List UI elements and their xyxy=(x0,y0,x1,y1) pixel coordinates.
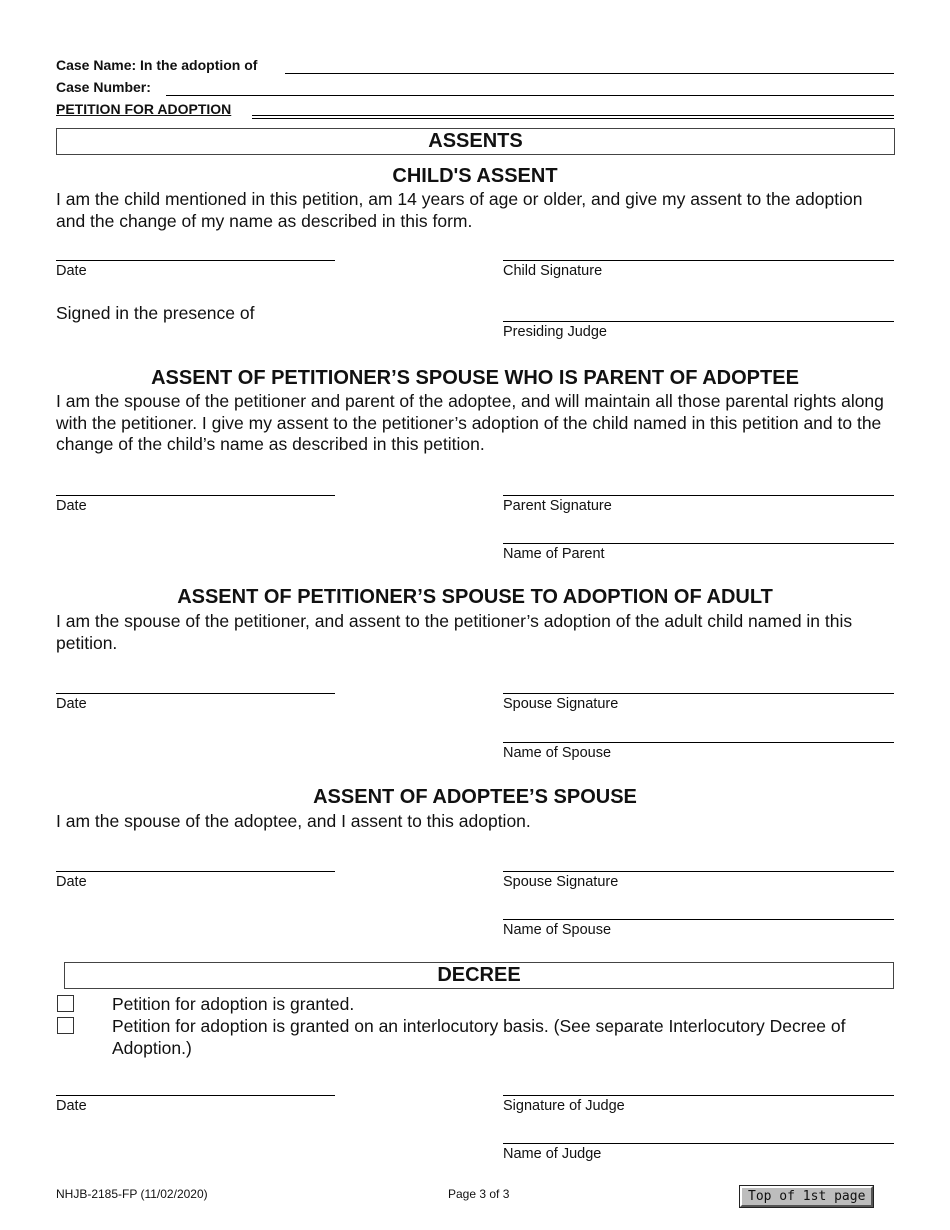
interlocutory-checkbox[interactable] xyxy=(57,1017,74,1034)
parent-date-line[interactable] xyxy=(56,495,335,496)
child-date-line[interactable] xyxy=(56,260,335,261)
decree-date-label: Date xyxy=(56,1098,87,1114)
decree-title: DECREE xyxy=(64,962,894,989)
adult-assent-title: ASSENT OF PETITIONER’S SPOUSE TO ADOPTION OF ADULT xyxy=(177,586,773,608)
adoptee-spouse-name-line[interactable] xyxy=(503,919,894,920)
parent-date-label: Date xyxy=(56,498,87,514)
decree-date-line[interactable] xyxy=(56,1095,335,1096)
case-name-field[interactable] xyxy=(285,56,894,74)
case-number-field[interactable] xyxy=(166,78,894,96)
child-signature-label: Child Signature xyxy=(503,263,603,279)
interlocutory-label: Petition for adoption is granted on an interlocutory basis. (See separate Interlocutory Decree of Adoption.) xyxy=(112,1016,846,1058)
top-of-first-page-button[interactable]: Top of 1st page xyxy=(740,1186,873,1207)
parent-name-line[interactable] xyxy=(503,543,894,544)
adult-spouse-signature-label: Spouse Signature xyxy=(503,696,619,712)
adult-date-label: Date xyxy=(56,696,87,712)
parent-assent-text: I am the spouse of the petitioner and parent of the adoptee, and will maintain all those parental rights along with the petitioner. I give my assent to the petitioner’s adoption of the child named in this petition and to the change of the child’s name as described in this petition. xyxy=(56,391,884,454)
header-double-rule xyxy=(252,115,894,119)
adoptee-spouse-date-label: Date xyxy=(56,874,87,890)
adoptee-spouse-assent-text: I am the spouse of the adoptee, and I assent to this adoption. xyxy=(56,811,531,831)
parent-signature-label: Parent Signature xyxy=(503,498,612,514)
presiding-judge-line[interactable] xyxy=(503,321,894,322)
signed-presence-label: Signed in the presence of xyxy=(56,303,255,323)
page-number: Page 3 of 3 xyxy=(448,1187,510,1201)
judge-signature-line[interactable] xyxy=(503,1095,894,1096)
adoptee-spouse-date-line[interactable] xyxy=(56,871,335,872)
parent-signature-line[interactable] xyxy=(503,495,894,496)
child-assent-text: I am the child mentioned in this petition, am 14 years of age or older, and give my assent to the adoption and the change of my name as described in this form. xyxy=(56,189,863,231)
case-number-label: Case Number: xyxy=(56,79,151,95)
adoptee-spouse-signature-line[interactable] xyxy=(503,871,894,872)
assents-title: ASSENTS xyxy=(56,128,895,155)
parent-name-label: Name of Parent xyxy=(503,546,605,562)
case-name-label: Case Name: In the adoption of xyxy=(56,57,258,73)
adult-spouse-name-label: Name of Spouse xyxy=(503,745,612,761)
adoptee-spouse-signature-label: Spouse Signature xyxy=(503,874,619,890)
judge-name-label: Name of Judge xyxy=(503,1146,602,1162)
granted-label: Petition for adoption is granted. xyxy=(112,994,355,1014)
adult-spouse-name-line[interactable] xyxy=(503,742,894,743)
adult-date-line[interactable] xyxy=(56,693,335,694)
child-signature-line[interactable] xyxy=(503,260,894,261)
judge-name-line[interactable] xyxy=(503,1143,894,1144)
granted-checkbox[interactable] xyxy=(57,995,74,1012)
adult-spouse-signature-line[interactable] xyxy=(503,693,894,694)
form-id: NHJB-2185-FP (11/02/2020) xyxy=(56,1187,208,1201)
presiding-judge-label: Presiding Judge xyxy=(503,324,607,340)
judge-signature-label: Signature of Judge xyxy=(503,1098,625,1114)
child-date-label: Date xyxy=(56,263,87,279)
form-title: PETITION FOR ADOPTION xyxy=(56,101,232,117)
adoptee-spouse-name-label: Name of Spouse xyxy=(503,922,612,938)
adult-assent-text: I am the spouse of the petitioner, and assent to the petitioner’s adoption of the adult child named in this petition. xyxy=(56,611,853,653)
child-assent-title: CHILD'S ASSENT xyxy=(392,165,558,187)
parent-assent-title: ASSENT OF PETITIONER’S SPOUSE WHO IS PARENT OF ADOPTEE xyxy=(151,367,799,389)
adoptee-spouse-assent-title: ASSENT OF ADOPTEE’S SPOUSE xyxy=(313,786,637,808)
